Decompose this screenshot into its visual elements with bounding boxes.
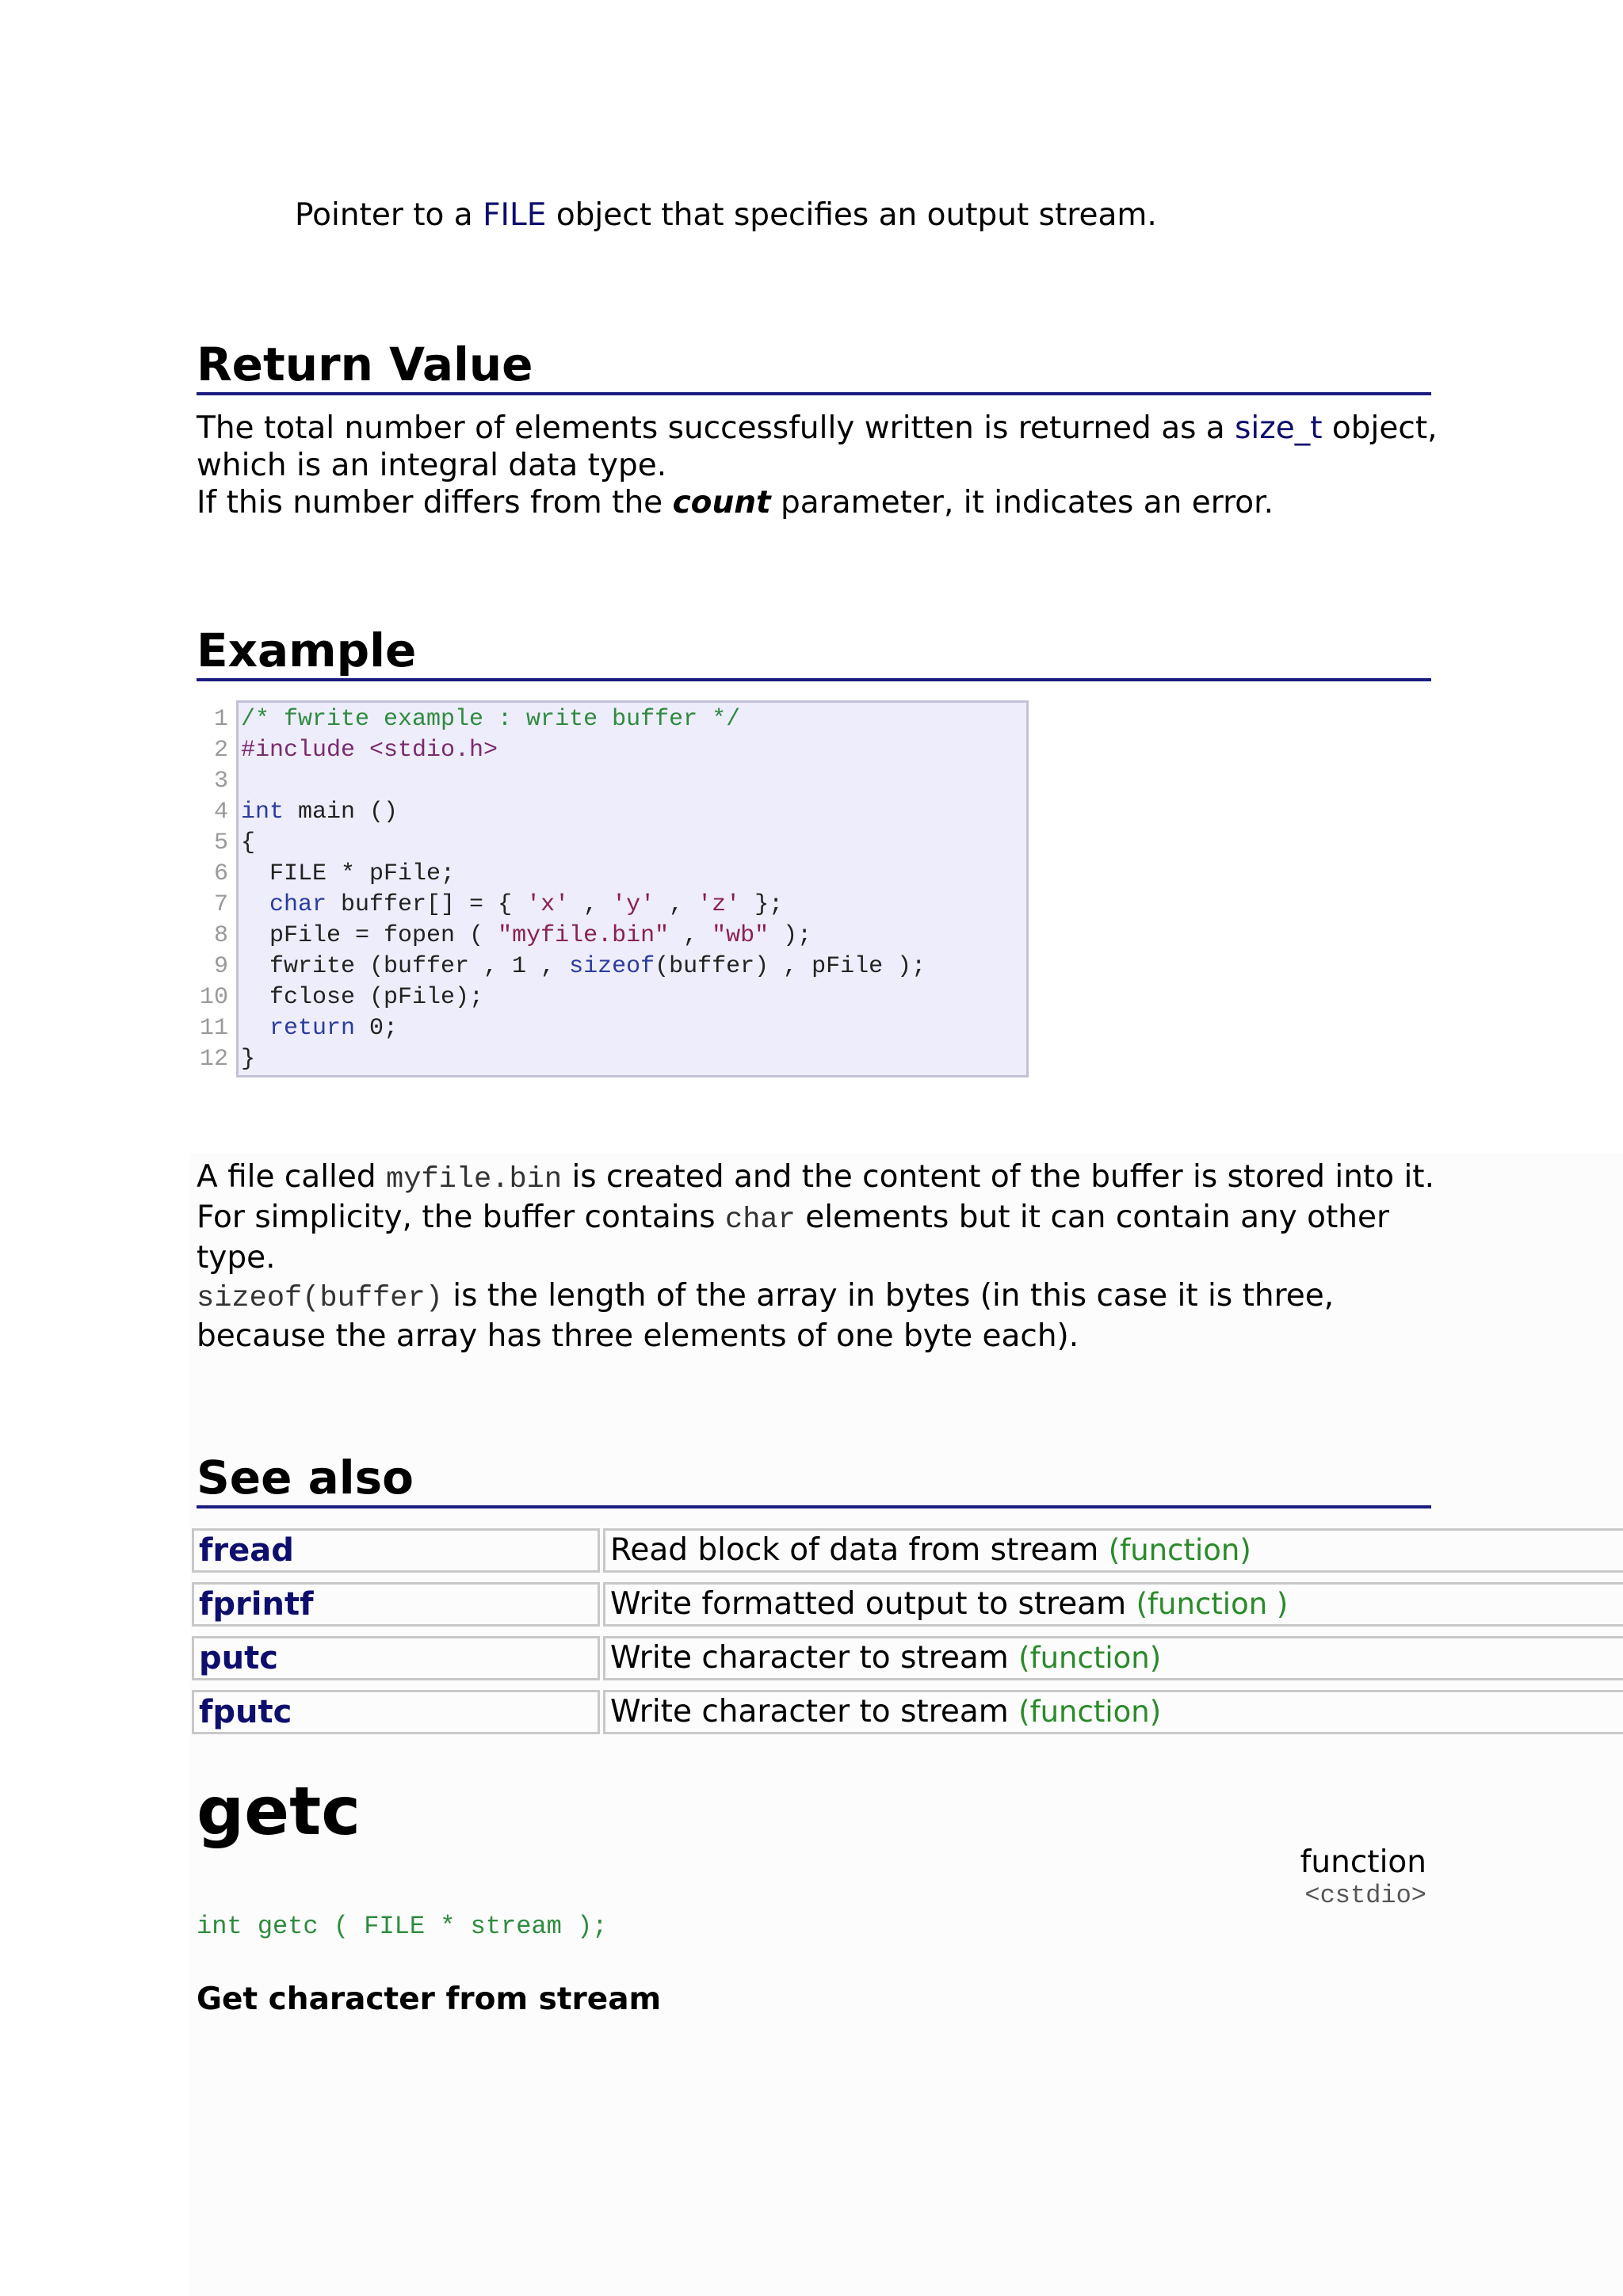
return-text-3: If this number differs from the [197,485,673,521]
explanation-text: is created and the content of the buffer is stored into it. [562,1159,1434,1195]
code-text: pFile = fopen ( [241,922,498,949]
code-line-3 [241,766,926,797]
code-listing [241,704,926,1075]
code-text: fwrite (buffer , 1 , [241,953,570,980]
description-text: Write character to stream [610,1640,1019,1676]
code-line-12: } [241,1046,256,1073]
return-value-heading: Return Value [197,338,1431,395]
inline-code: sizeof(buffer) [197,1282,443,1315]
return-text-end: object, [1322,410,1438,446]
header-name: <cstdio> [1304,1881,1426,1910]
code-keyword: return [269,1015,356,1042]
line-number: 5 [213,830,228,856]
code-text: , [669,922,712,949]
return-value-body [197,410,1465,521]
code-line-11 [241,1013,926,1044]
inline-code: myfile.bin [386,1163,563,1196]
line-number: 11 [199,1015,228,1042]
explanation-line-4 [197,1277,1480,1318]
line-number: 3 [213,768,228,795]
code-text: (buffer) , pFile ); [655,953,926,980]
code-text: main () [284,799,399,826]
description-text: Write character to stream [610,1694,1019,1730]
example-explanation [197,1158,1480,1356]
param-desc-text: Pointer to a [295,197,483,233]
see-also-link-putc[interactable]: putc [192,1636,600,1680]
code-line-1: /* fwrite example : write buffer */ [241,706,741,733]
explanation-text: elements but it can contain any other [795,1199,1390,1235]
explanation-line-3: type. [197,1240,276,1276]
return-value-line-3 [197,484,1465,521]
code-line-7 [241,890,926,921]
code-text: buffer[] = { [327,891,527,918]
code-line-10: fclose (pFile); [241,984,484,1011]
kind-label: (function) [1108,1533,1251,1567]
line-number: 2 [213,737,228,764]
code-line-8 [241,921,926,952]
explanation-text: A file called [197,1159,387,1195]
code-keyword: sizeof [569,953,655,980]
code-line-6: FILE * pFile; [241,860,456,887]
see-also-link-fprintf[interactable]: fprintf [192,1582,600,1627]
code-string: "wb" [712,922,769,949]
code-string: 'x' [526,891,570,918]
line-number: 9 [213,953,228,980]
line-number: 8 [213,922,228,949]
function-prototype: int getc ( FILE * stream ); [197,1912,608,1941]
see-also-link-fread[interactable]: fread [192,1528,600,1573]
return-text: The total number of elements successfully written is returned as a [197,410,1235,446]
kind-label: (function) [1018,1695,1162,1729]
function-type-label: function [1300,1844,1426,1880]
code-line-2: #include <stdio.h> [241,737,498,764]
description-text: Write formatted output to stream [610,1586,1136,1622]
return-value-line-1 [197,410,1465,447]
code-line-9 [241,952,926,982]
line-number: 6 [213,860,228,887]
kind-label: (function) [1018,1641,1162,1675]
parameter-description [295,196,1157,234]
code-keyword: char [269,891,327,918]
function-summary: Get character from stream [197,1981,662,2017]
inline-code: char [725,1203,796,1237]
line-number: 1 [213,706,228,733]
description-text: Read block of data from stream [610,1532,1109,1568]
function-title: getc [197,1772,361,1850]
example-heading: Example [197,624,1431,681]
code-text: , [569,891,613,918]
see-also-link-fputc[interactable]: fputc [192,1690,600,1734]
code-text: , [655,891,698,918]
code-string: 'y' [612,891,655,918]
param-desc-text-end: object that specifies an output stream. [546,197,1157,233]
kind-label: (function ) [1136,1587,1289,1621]
return-value-line-2: which is an integral data type. [197,448,667,483]
explanation-line-5: because the array has three elements of one byte each). [197,1318,1079,1354]
code-text: }; [740,891,784,918]
see-also-row [192,1636,1623,1680]
code-line-4 [241,797,926,828]
line-number: 4 [213,799,228,826]
code-text: ); [769,922,812,949]
see-also-row [192,1690,1623,1734]
see-also-description [603,1582,1623,1627]
size-t-link[interactable]: size_t [1235,410,1323,446]
line-number: 7 [213,891,228,918]
line-numbers [197,704,228,1075]
see-also-heading: See also [197,1451,1431,1508]
explanation-text: is the length of the array in bytes (in this case it is three, [442,1278,1335,1314]
explanation-text: For simplicity, the buffer contains [197,1199,725,1235]
line-number: 12 [199,1046,228,1073]
code-string: 'z' [697,891,741,918]
see-also-description [603,1636,1623,1680]
line-number: 10 [199,984,228,1011]
code-text: 0; [355,1015,399,1042]
see-also-row [192,1582,1623,1627]
count-emphasis: count [672,485,771,521]
see-also-description [603,1528,1623,1573]
explanation-line-1 [197,1158,1480,1199]
code-line-5: { [241,830,256,856]
return-text-3-end: parameter, it indicates an error. [770,485,1274,521]
code-keyword: int [241,799,285,826]
explanation-line-2 [197,1199,1480,1239]
see-also-description [603,1690,1623,1734]
code-string: "myfile.bin" [498,922,670,949]
file-link[interactable]: FILE [483,197,547,233]
see-also-row [192,1528,1623,1573]
